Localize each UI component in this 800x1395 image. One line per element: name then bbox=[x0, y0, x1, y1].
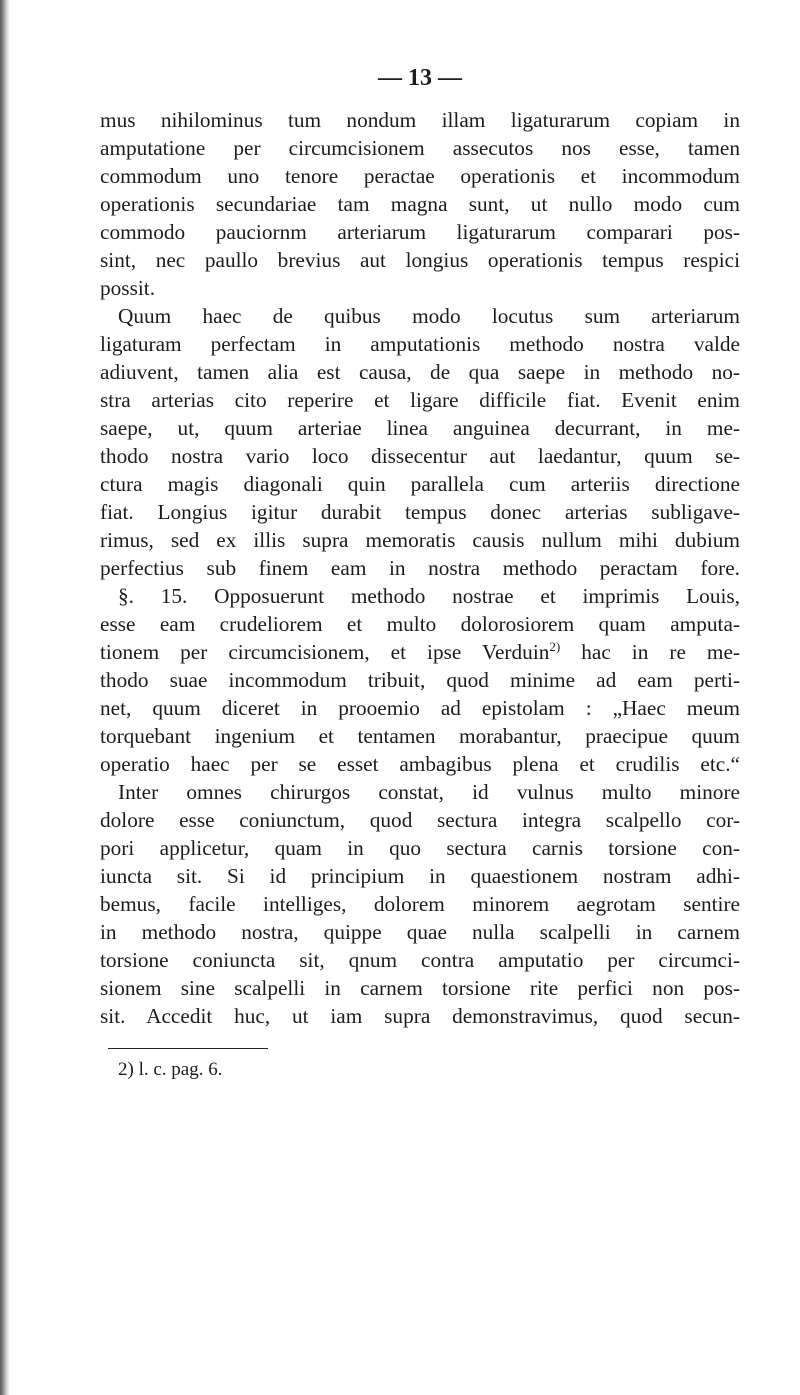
text-line: commodo pauciornm arteriarum ligaturarum comparari pos- bbox=[100, 220, 740, 244]
text-line: §. 15. Opposuerunt methodo nostrae et imprimis Louis, bbox=[118, 584, 740, 608]
text-line: operatio haec per se esset ambagibus plena et crudilis etc.“ bbox=[100, 752, 740, 776]
text-line: sit. Accedit huc, ut iam supra demonstravimus, quod secun- bbox=[100, 1004, 740, 1028]
footnote-reference: 2) bbox=[549, 638, 561, 654]
text-line: mus nihilominus tum nondum illam ligaturarum copiam in bbox=[100, 108, 740, 132]
text-line: net, quum diceret in prooemio ad epistolam : „Haec meum bbox=[100, 696, 740, 720]
page-number-header: — 13 — bbox=[378, 65, 462, 91]
footnote-divider bbox=[108, 1048, 268, 1049]
text-line: saepe, ut, quum arteriae linea anguinea decurrant, in me- bbox=[100, 416, 740, 440]
text-line: bemus, facile intelliges, dolorem minorem aegrotam sentire bbox=[100, 892, 740, 916]
text-line: ligaturam perfectam in amputationis methodo nostra valde bbox=[100, 332, 740, 356]
text-fragment: hac in re me- bbox=[581, 640, 740, 664]
text-line: dolore esse coniunctum, quod sectura integra scalpello cor- bbox=[100, 808, 740, 832]
text-line: rimus, sed ex illis supra memoratis causis nullum mihi dubium bbox=[100, 528, 740, 552]
text-line: Quum haec de quibus modo locutus sum arteriarum bbox=[118, 304, 740, 328]
text-line: fiat. Longius igitur durabit tempus donec arterias subligave- bbox=[100, 500, 740, 524]
text-line: stra arterias cito reperire et ligare difficile fiat. Evenit enim bbox=[100, 388, 740, 412]
binding-edge bbox=[0, 0, 10, 1395]
text-line: torsione coniuncta sit, qnum contra amputatio per circumci- bbox=[100, 948, 740, 972]
text-line: adiuvent, tamen alia est causa, de qua saepe in methodo no- bbox=[100, 360, 740, 384]
text-line-with-footnote-ref bbox=[100, 638, 740, 666]
text-line: esse eam crudeliorem et multo dolorosiorem quam amputa- bbox=[100, 612, 740, 636]
text-line: perfectius sub finem eam in nostra methodo peractam fore. bbox=[100, 556, 740, 580]
text-line: commodum uno tenore peractae operationis et incommodum bbox=[100, 164, 740, 188]
text-fragment: tionem per circumcisionem, et ipse Verduin bbox=[100, 640, 550, 664]
text-line: ctura magis diagonali quin parallela cum arteriis directione bbox=[100, 472, 740, 496]
text-line: iuncta sit. Si id principium in quaestionem nostram adhi- bbox=[100, 864, 740, 888]
text-line: operationis secundariae tam magna sunt, ut nullo modo cum bbox=[100, 192, 740, 216]
text-line: amputatione per circumcisionem assecutos nos esse, tamen bbox=[100, 136, 740, 160]
body-text bbox=[100, 106, 740, 1030]
text-line: sint, nec paullo brevius aut longius operationis tempus respici bbox=[100, 248, 740, 272]
text-line: thodo nostra vario loco dissecentur aut laedantur, quum se- bbox=[100, 444, 740, 468]
text-line: in methodo nostra, quippe quae nulla scalpelli in carnem bbox=[100, 920, 740, 944]
text-line: thodo suae incommodum tribuit, quod minime ad eam perti- bbox=[100, 668, 740, 692]
text-line: sionem sine scalpelli in carnem torsione rite perfici non pos- bbox=[100, 976, 740, 1000]
text-line: Inter omnes chirurgos constat, id vulnus multo minore bbox=[118, 780, 740, 804]
page bbox=[100, 58, 740, 1085]
footnote: 2) l. c. pag. 6. bbox=[118, 1059, 223, 1080]
text-line: pori applicetur, quam in quo sectura carnis torsione con- bbox=[100, 836, 740, 860]
text-line: torquebant ingenium et tentamen morabantur, praecipue quum bbox=[100, 724, 740, 748]
text-line: possit. bbox=[100, 276, 156, 300]
